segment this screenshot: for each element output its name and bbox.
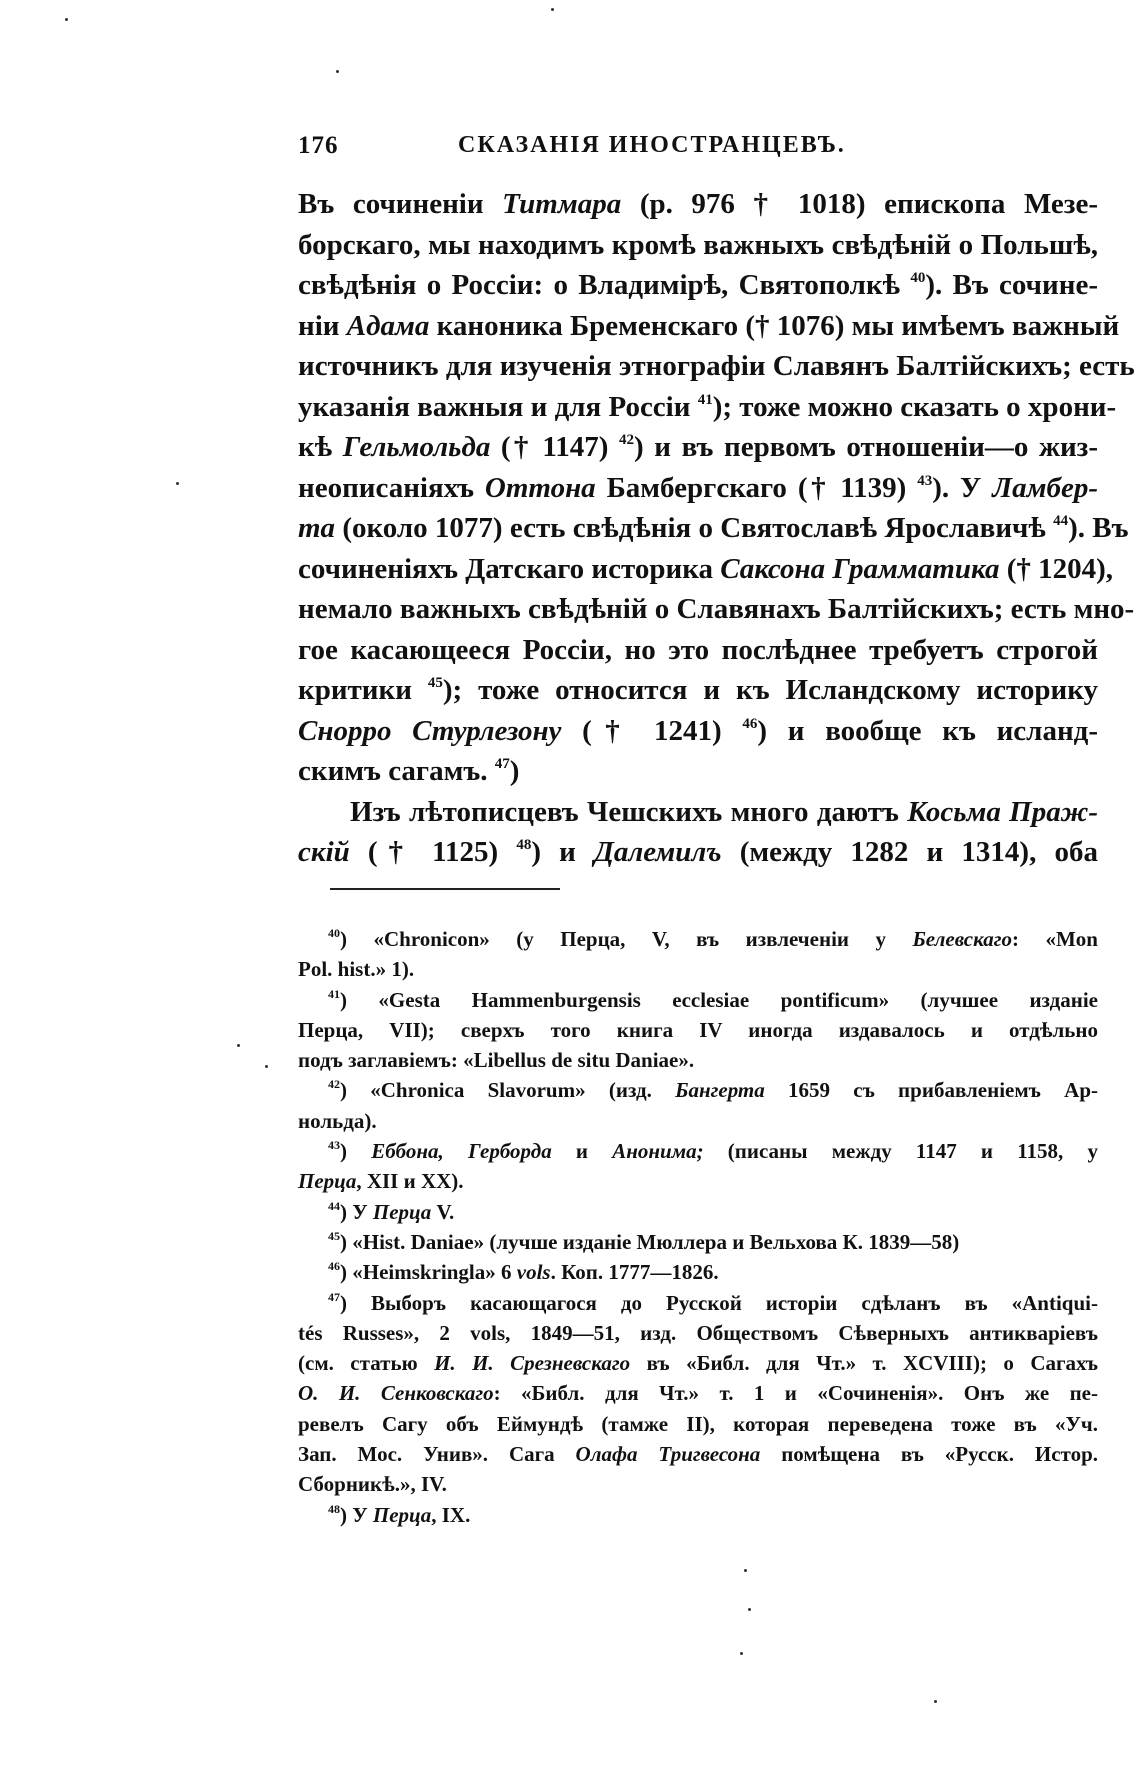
footnote-line [298,1136,1098,1166]
text-line [298,387,1117,428]
text-line [298,792,1098,833]
text-line [298,346,1135,387]
text-run: ) «Chronicon» (у Перца, V, въ извлеченіи у [340,927,913,951]
italic-name: vols [516,1260,551,1285]
text-run: ); тоже относится и къ Исландскому историку [442,674,1099,706]
scan-speck [551,8,554,11]
scan-speck [744,1569,747,1572]
text-run: († 1204), [999,552,1114,585]
italic-name: Гельмольда [342,431,491,463]
text-run: , IX. [431,1502,471,1527]
footnote-line [298,1045,1098,1075]
text-run: . Коп. 1777—1826. [550,1260,719,1285]
footnote-reference: 48 [328,1501,340,1516]
italic-name: Далемилъ [594,836,722,868]
text-run: ); тоже можно сказать о хрони- [712,390,1117,423]
text-run: ) «Hist. Daniae» (лучше изданіе Мюллера и Вельхова К. 1839—58) [340,1229,960,1254]
footnote-line [298,1318,1098,1348]
italic-name: Адама [346,309,430,342]
scan-speck [265,1065,268,1068]
text-line [298,225,1098,266]
text-run: (писаны между 1147 и 1158, у [703,1139,1098,1164]
text-run: (см. статью [298,1351,435,1376]
text-line [298,265,1098,306]
footnote-reference: 44 [1053,513,1069,529]
text-run: подъ заглавіемъ: «Libellus de situ Daniae». [298,1048,695,1073]
text-line [298,306,1120,347]
italic-name: Олафа Тригвесона [575,1442,761,1467]
text-run: ) и [531,836,595,868]
italic-name: Саксона Грамматика [720,552,1000,585]
footnote-line [298,1106,1098,1136]
scan-speck [176,482,179,485]
footnote-reference: 42 [328,1077,340,1092]
text-run: V. [431,1199,455,1224]
text-run: немало важныхъ свѣдѣній о Славянахъ Балтійскихъ; есть мно- [298,593,1135,625]
text-line [298,670,1098,711]
italic-name: Косьма Праж- [907,795,1098,828]
text-run: критики [298,674,428,706]
text-run: ) «Heimskringla» 6 [340,1260,517,1285]
text-line [298,508,1129,549]
text-run: († 1125) [349,836,517,868]
text-run: († 1241) [561,714,743,747]
text-run: указанія важныя и для Россіи [298,390,698,423]
text-run: неописаніяхъ [298,471,485,504]
text-run: свѣдѣнія о Россіи: о Владимірѣ, Святополкѣ [298,269,911,301]
scan-speck [336,70,339,73]
italic-name: Перца [298,1169,357,1194]
footnote-line [298,1227,1098,1257]
scan-speck [934,1700,937,1703]
text-run: источникъ для изученія этнографіи Славянъ Балтійскихъ; есть [298,350,1135,382]
text-run: ). Въ [1068,512,1129,544]
text-line [298,468,1098,509]
footnote-reference: 43 [328,1138,340,1153]
text-line [298,184,1098,225]
text-run: : «Библ. для Чт.» т. 1 и «Сочиненія». Онъ же пе- [493,1381,1098,1406]
footnotes-block [298,924,1098,1530]
text-run: Бамбергскаго († 1139) [595,471,918,504]
italic-name: Белевскаго [912,927,1013,951]
italic-name: Снорро Стурлезону [298,714,562,747]
footnote-line [298,1439,1098,1469]
text-run: Перца, VII); сверхъ того книга IV иногда издавалось и отдѣльно [298,1017,1098,1042]
footnote-reference: 43 [917,472,933,489]
footnote-reference: 46 [742,715,758,732]
text-line [298,832,1098,873]
text-line [298,751,1098,792]
footnote-line [298,1015,1098,1045]
text-run: tés Russes», 2 vols, 1849—51, изд. Обществомъ Сѣверныхъ антикваріевъ [298,1320,1098,1345]
text-run: ). Въ сочине- [925,269,1098,301]
text-run: скимъ сагамъ. [298,755,495,787]
text-run: ). У [932,471,993,504]
italic-name: И. И. Срезневскаго [434,1351,631,1376]
footnote-reference: 47 [328,1289,340,1304]
text-run: (около 1077) есть свѣдѣнія о Святославѣ Ярославичѣ [335,512,1054,544]
footnote-line [298,985,1098,1015]
scan-speck [237,1044,240,1047]
text-run: сочиненіяхъ Датскаго историка [298,552,721,585]
text-run: Pol. hist.» 1). [298,957,415,982]
text-run: ) [340,1139,372,1164]
text-run: ) «Chronica Slavorum» (изд. [340,1078,676,1103]
text-run: въ «Библ. для Чт.» т. XCVIII); о Сагахъ [630,1351,1098,1376]
footnote-line [298,954,1098,984]
italic-name: Бангерта [675,1078,765,1103]
italic-name: Ламбер- [992,471,1098,504]
footnote-line [298,1469,1098,1499]
text-run: ) и въ первомъ отношеніи—о жиз- [634,431,1098,463]
text-run: Сборникѣ.», IV. [298,1472,447,1497]
footnote-reference: 41 [328,986,340,1001]
text-run: ) У [340,1502,373,1527]
italic-name: Еббона, Герборда [371,1139,552,1164]
footnote-reference: 47 [494,756,510,772]
text-run: и [551,1139,613,1164]
text-run: гое касающееся Россіи, но это послѣднее требуетъ строгой [298,633,1098,666]
text-line [298,630,1098,671]
footnote-reference: 40 [910,270,926,286]
text-run: кѣ [298,431,343,463]
text-run: 1659 съ прибавленіемъ Ар- [764,1078,1098,1103]
text-line [298,427,1098,468]
running-head [298,132,870,168]
text-run: ) и вообще къ исланд- [757,714,1098,747]
footnote-reference: 46 [328,1259,340,1274]
scan-speck [65,18,68,21]
footnote-line [298,1348,1098,1378]
footnote-reference: 45 [427,675,443,691]
text-run: нольда). [298,1108,377,1133]
footnote-reference: 41 [697,391,713,408]
footnote-reference: 48 [516,837,532,853]
footnote-line [298,1409,1098,1439]
running-title: СКАЗАНІЯ ИНОСТРАНЦЕВЪ. [458,132,846,158]
italic-name: Анонима; [612,1139,704,1164]
text-run: борскаго, мы находимъ кромѣ важныхъ свѣдѣній о Польшѣ, [298,228,1098,261]
text-run: ) Выборъ касающагося до Русской исторіи сдѣланъ въ «Antiqui- [340,1290,1098,1315]
footnote-reference: 44 [328,1198,340,1213]
page-number: 176 [298,132,339,159]
italic-name: Оттона [484,471,596,504]
text-run: Въ сочиненіи [298,188,503,220]
text-run: ) У [340,1199,373,1224]
footnote-separator-rule [330,888,560,890]
footnote-reference: 40 [328,926,340,940]
italic-name: та [298,512,336,544]
footnote-line [298,1500,1098,1530]
text-run: Зап. Мос. Унив». Сага [298,1442,576,1467]
italic-name: Титмара [502,188,622,220]
italic-name: скій [298,836,350,868]
text-run: : «Mon [1012,927,1098,951]
text-run: (между 1282 и 1314), оба [721,836,1098,868]
text-run: , XII и XX). [356,1169,464,1194]
text-run: († 1147) [490,431,620,463]
text-run: ревелъ Сагу объ Еймундѣ (тамже II), которая переведена тоже въ «Уч. [298,1411,1098,1436]
footnote-line [298,1197,1098,1227]
italic-name: Перца [372,1199,432,1224]
footnote-reference: 42 [619,432,635,448]
footnote-line [298,1378,1098,1408]
italic-name: О. И. Сенковскаго [298,1381,494,1406]
footnote-line [298,924,1098,954]
text-run: помѣщена въ «Русск. Истор. [760,1442,1098,1467]
text-run: (р. 976 † 1018) епископа Мезе- [621,188,1098,220]
text-line [298,711,1098,752]
scan-speck [740,1652,743,1655]
italic-name: Перца [372,1502,432,1527]
text-run: каноника Бременскаго († 1076) мы имѣемъ важный [429,309,1120,342]
text-run: ніи [298,309,347,342]
text-line [298,549,1114,590]
text-run: Изъ лѣтописцевъ Чешскихъ много даютъ [350,795,908,828]
footnote-line [298,1075,1098,1105]
text-run: ) «Gesta Hammenburgensis ecclesiae pontificum» (лучшее изданіе [340,987,1098,1012]
footnote-line [298,1257,1098,1287]
footnote-line [298,1166,1098,1196]
main-text-block [298,184,1135,873]
footnote-line [298,1288,1098,1318]
scan-speck [748,1608,751,1611]
footnote-reference: 45 [328,1228,340,1243]
text-line [298,589,1135,630]
text-run: ) [509,755,520,787]
